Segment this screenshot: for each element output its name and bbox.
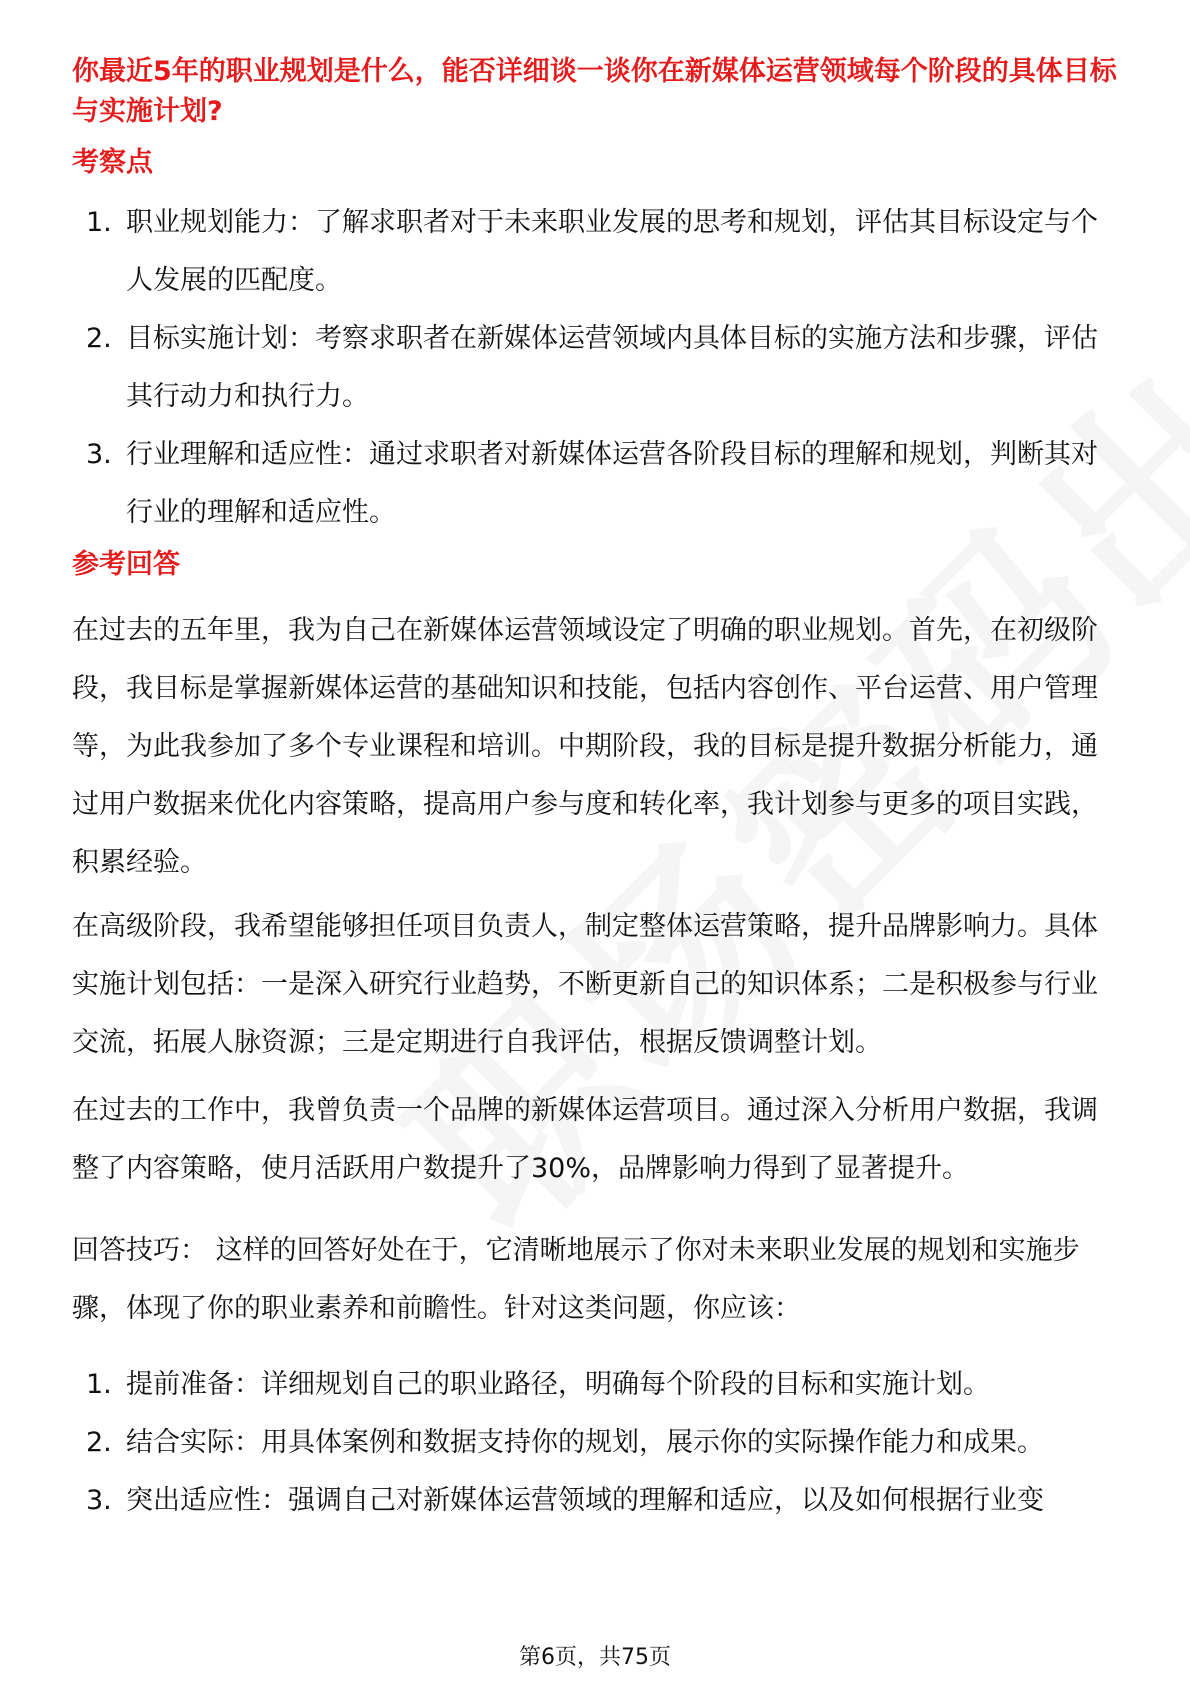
list-item-text: 突出适应性：强调自己对新媒体运营领域的理解和适应，以及如何根据行业变 (126, 1485, 1044, 1516)
list-item (72, 1356, 1122, 1414)
tips-intro-paragraph: 回答技巧： 这样的回答好处在于，它清晰地展示了你对未来职业发展的规划和实施步骤，体现了你的职业素养和前瞻性。针对这类问题，你应该： (72, 1235, 1080, 1324)
list-item-text: 提前准备：详细规划自己的职业路径，明确每个阶段的目标和实施计划。 (126, 1369, 990, 1400)
list-item-number: 3. (86, 1485, 112, 1516)
page-number-footer: 第6页，共75页 (519, 1645, 671, 1670)
list-item-text: 职业规划能力：了解求职者对于未来职业发展的思考和规划，评估其目标设定与个人发展的匹配度。 (126, 207, 1098, 296)
tips-list (72, 1356, 1122, 1530)
list-item-text: 目标实施计划：考察求职者在新媒体运营领域内具体目标的实施方法和步骤，评估其行动力和执行力。 (126, 323, 1098, 412)
assessment-list (72, 194, 1122, 542)
answer-paragraph: 在过去的工作中，我曾负责一个品牌的新媒体运营项目。通过深入分析用户数据，我调整了内容策略，使月活跃用户数提升了30%，品牌影响力得到了显著提升。 (72, 1095, 1098, 1184)
answer-paragraph: 在高级阶段，我希望能够担任项目负责人，制定整体运营策略，提升品牌影响力。具体实施计划包括：一是深入研究行业趋势，不断更新自己的知识体系；二是积极参与行业交流，拓展人脉资源；三是定期进行自我评估，根据反馈调整计划。 (72, 911, 1098, 1058)
list-item-number: 2. (86, 1427, 112, 1458)
section-heading-reference-answer: 参考回答 (72, 549, 180, 580)
list-item-number: 2. (86, 323, 112, 354)
list-item (72, 426, 1122, 542)
list-item (72, 310, 1122, 426)
list-item-number: 1. (86, 1369, 112, 1400)
list-item-text: 结合实际：用具体案例和数据支持你的规划，展示你的实际操作能力和成果。 (126, 1427, 1044, 1458)
list-item (72, 1472, 1122, 1530)
list-item (72, 1414, 1122, 1472)
section-heading-assessment: 考察点 (72, 147, 153, 178)
list-item-number: 3. (86, 439, 112, 470)
question-title: 你最近5年的职业规划是什么，能否详细谈一谈你在新媒体运营领域每个阶段的具体目标与实施计划? (72, 56, 1117, 127)
list-item-text: 行业理解和适应性：通过求职者对新媒体运营各阶段目标的理解和规划，判断其对行业的理解和适应性。 (126, 439, 1098, 528)
list-item (72, 194, 1122, 310)
answer-paragraph: 在过去的五年里，我为自己在新媒体运营领域设定了明确的职业规划。首先，在初级阶段，我目标是掌握新媒体运营的基础知识和技能，包括内容创作、平台运营、用户管理等，为此我参加了多个专业课程和培训。中期阶段，我的目标是提升数据分析能力，通过用户数据来优化内容策略，提高用户参与度和转化率，我计划参与更多的项目实践，积累经验。 (72, 615, 1098, 878)
list-item-number: 1. (86, 207, 112, 238)
